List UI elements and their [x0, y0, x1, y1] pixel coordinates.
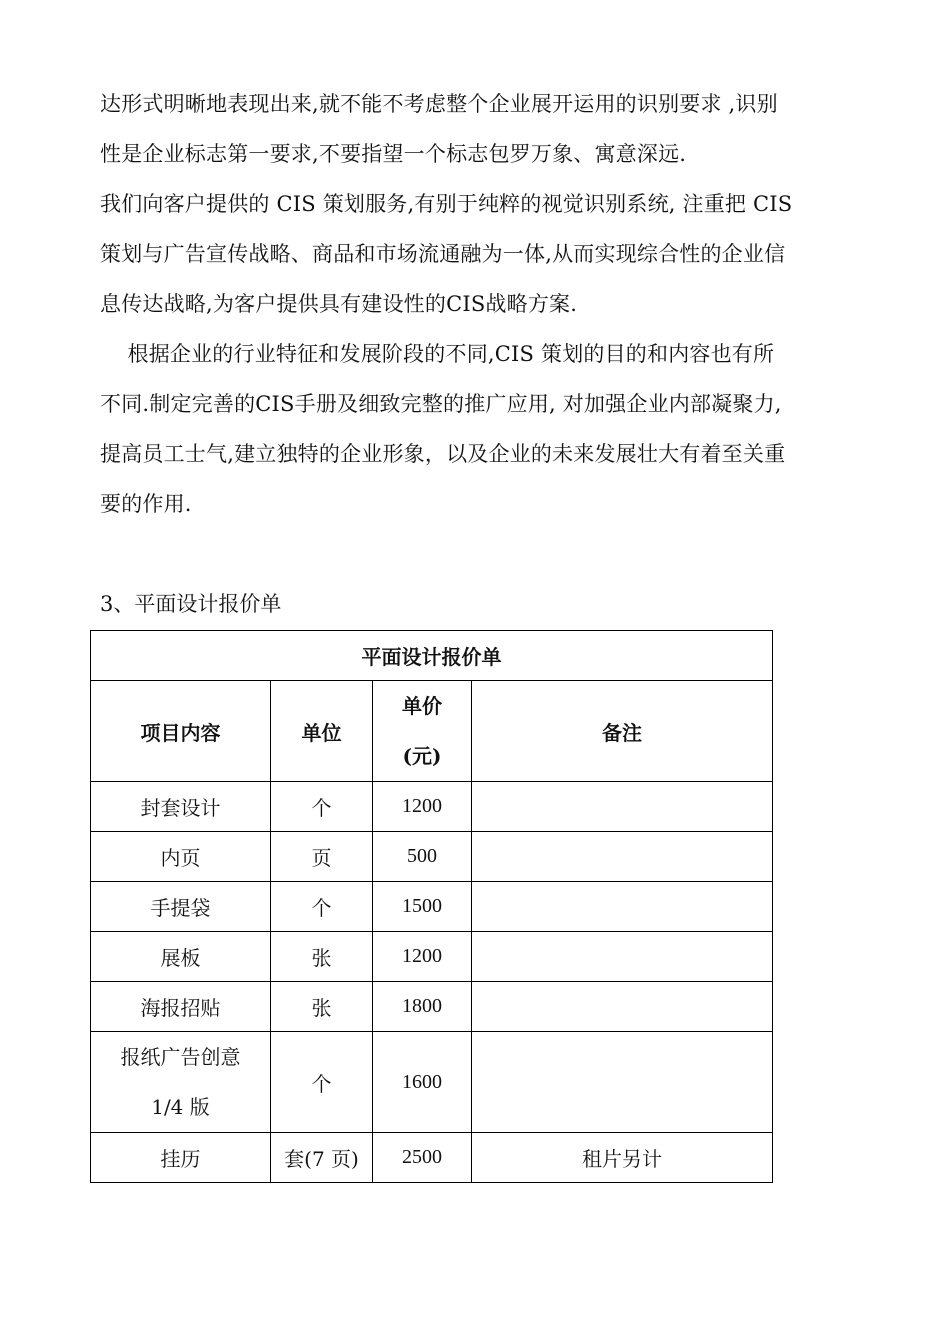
header-price-currency: (元)	[402, 744, 442, 768]
header-price	[373, 681, 472, 782]
cell-price: 1200	[373, 932, 472, 982]
cell-note	[472, 932, 773, 982]
cell-unit: 张	[271, 982, 373, 1032]
table-row	[91, 832, 773, 882]
cell-unit: 张	[271, 932, 373, 982]
cell-item: 海报招贴	[91, 982, 271, 1032]
table-row	[91, 882, 773, 932]
cell-note: 租片另计	[472, 1133, 773, 1183]
cell-price: 1800	[373, 982, 472, 1032]
cell-price: 1200	[373, 782, 472, 832]
paragraph-line: 性是企业标志第一要求,不要指望一个标志包罗万象、寓意深远.	[100, 142, 687, 166]
cell-price: 500	[373, 832, 472, 882]
paragraph-line: 我们向客户提供的 CIS 策划服务,有别于纯粹的视觉识别系统, 注重把 CIS	[100, 192, 793, 216]
cell-price: 1500	[373, 882, 472, 932]
cell-unit: 套(7 页)	[271, 1133, 373, 1183]
table-row	[91, 1133, 773, 1183]
cell-price: 1600	[373, 1032, 472, 1133]
header-price-label: 单价	[402, 694, 442, 718]
header-unit: 单位	[271, 681, 373, 782]
paragraph-line: 不同.制定完善的CIS手册及细致完整的推广应用, 对加强企业内部凝聚力,	[100, 392, 782, 416]
cell-item: 挂历	[91, 1133, 271, 1183]
cell-unit: 个	[271, 1032, 373, 1133]
cell-note	[472, 882, 773, 932]
paragraph-line: 提高员工士气,建立独特的企业形象，以及企业的未来发展壮大有着至关重	[100, 442, 786, 466]
cell-note	[472, 832, 773, 882]
paragraph-line: 息传达战略,为客户提供具有建设性的CIS战略方案.	[100, 292, 578, 316]
cell-unit: 页	[271, 832, 373, 882]
cell-note	[472, 1032, 773, 1133]
cell-note	[472, 782, 773, 832]
table-row	[91, 782, 773, 832]
cell-item: 封套设计	[91, 782, 271, 832]
paragraph-line: 根据企业的行业特征和发展阶段的不同,CIS 策划的目的和内容也有所	[100, 342, 775, 366]
table-row	[91, 982, 773, 1032]
cell-item: 手提袋	[91, 882, 271, 932]
paragraph-line: 策划与广告宣传战略、商品和市场流通融为一体,从而实现综合性的企业信	[100, 242, 786, 266]
cell-item-line: 报纸广告创意	[120, 1045, 241, 1069]
cell-item: 展板	[91, 932, 271, 982]
header-item: 项目内容	[91, 681, 271, 782]
cell-unit: 个	[271, 882, 373, 932]
cell-note	[472, 982, 773, 1032]
table-caption-row	[91, 631, 773, 681]
table-row	[91, 932, 773, 982]
cell-price: 2500	[373, 1133, 472, 1183]
cell-item-line: 1/4 版	[151, 1095, 210, 1119]
table-row	[91, 1032, 773, 1133]
price-table	[90, 630, 773, 1183]
cell-unit: 个	[271, 782, 373, 832]
table-caption: 平面设计报价单	[91, 631, 773, 681]
paragraph-line: 达形式明晰地表现出来,就不能不考虑整个企业展开运用的识别要求 ,识别	[100, 92, 778, 116]
paragraph-line: 要的作用.	[100, 492, 192, 516]
header-note: 备注	[472, 681, 773, 782]
table-header-row	[91, 681, 773, 782]
cell-item: 内页	[91, 832, 271, 882]
section-title: 3、平面设计报价单	[100, 592, 282, 616]
cell-item	[91, 1032, 271, 1133]
